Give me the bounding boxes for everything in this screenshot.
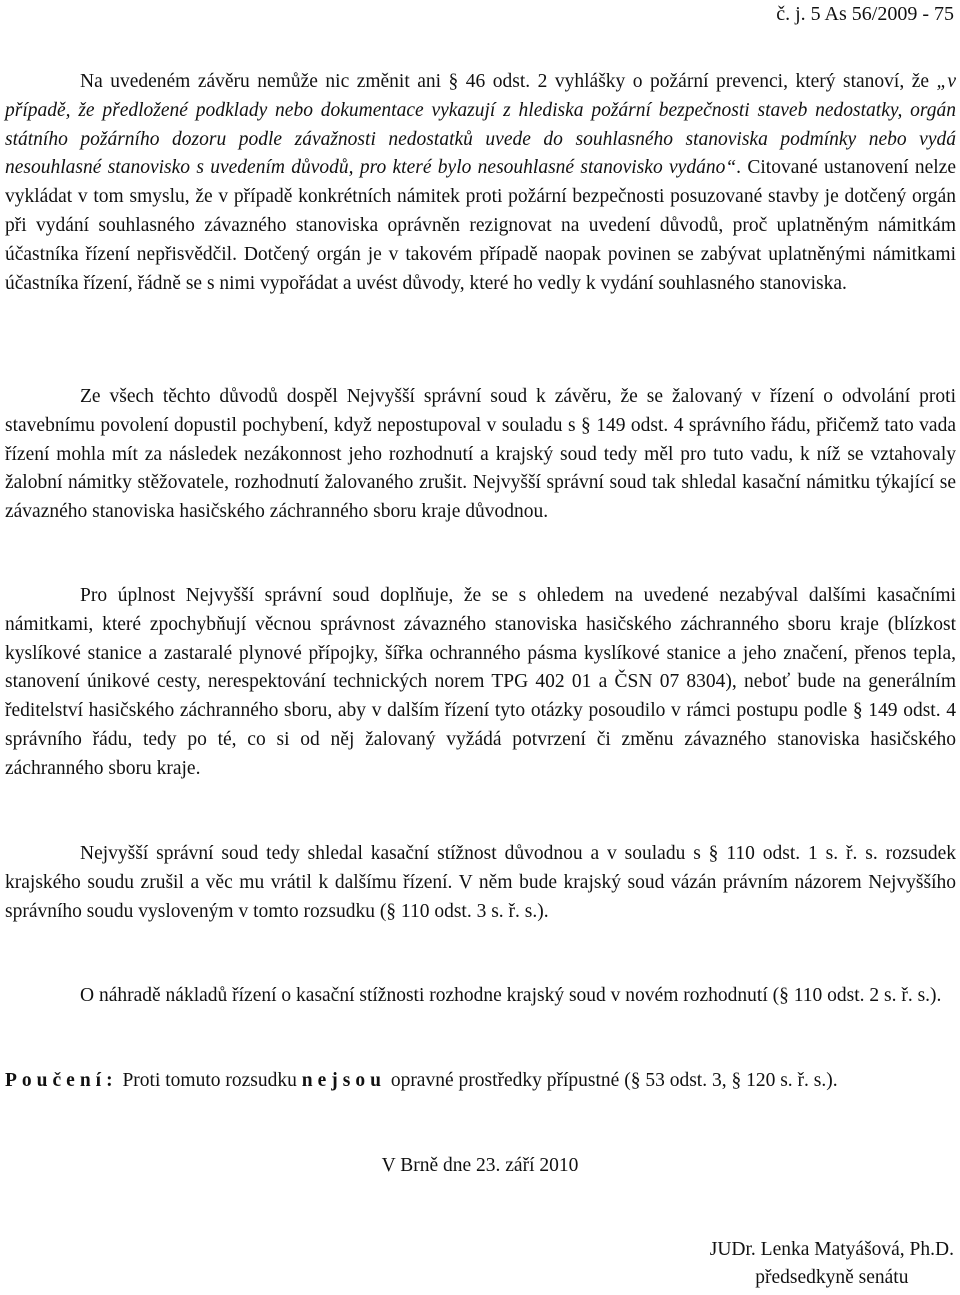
- paragraph-1: [5, 68, 956, 298]
- instruction-text-1: Proti tomuto rozsudku: [117, 1070, 302, 1091]
- instruction-paragraph: [5, 1067, 960, 1096]
- signatory-role: předsedkyně senátu: [755, 1267, 909, 1288]
- paragraph-5: O náhradě nákladů řízení o kasační stížnosti rozhodne krajský soud v novém rozhodnutí (§ 110 odst. 2 s. ř. s.).: [80, 985, 942, 1006]
- date-line: V Brně dne 23. září 2010: [381, 1155, 579, 1176]
- paragraph-2: Ze všech těchto důvodů dospěl Nejvyšší správní soud k závěru, že se žalovaný v řízení o odvolání proti stavebnímu povolení dopustil pochybení, když nepostupoval v souladu s § 149 odst. 4 správního řádu, přičemž tato vada řízení mohla mít za následek nezákonnost jeho rozhodnutí a krajský soud tedy měl pro tuto vadu, k níž se vztahovaly žalobní námitky stěžovatele, rozhodnutí žalovaného zrušit. Nejvyšší správní soud tak shledal kasační námitku týkající se závazného stanoviska hasičského záchranného sboru kraje důvodnou.: [5, 386, 956, 523]
- instruction-label: Poučení:: [5, 1070, 118, 1091]
- paragraph-3: Pro úplnost Nejvyšší správní soud doplňuje, že se s ohledem na uvedené nezabýval dalšími kasačními námitkami, které zpochybňují věcnou správnost závazného stanoviska hasičského záchranného sboru kraje (blízkost kyslíkové stanice a zastaralé plynové přípojky, šířka ochranného pásma kyslíkové stanice a jeho značení, přenos tepla, stanovení únikové cesty, nerespektování technických norem TPG 402 01 a ČSN 07 8304), neboť bude na generálním ředitelství hasičského záchranného sboru, aby v dalším řízení tyto otázky posoudilo v rámci postupu podle § 149 odst. 4 správního řádu, tedy po té, co si od něj žalovaný vyžádá potvrzení či změnu závazného stanoviska hasičského záchranného sboru kraje.: [5, 585, 956, 779]
- paragraph-1-rest: . Citované ustanovení nelze vykládat v tom smyslu, že v případě konkrétních námitek proti požární bezpečnosti posuzované stavby je dotčený orgán při vydání souhlasného závazného stanoviska oprávněn rezignovat na uvedení důvodů, proč uplatněným námitkám účastníka řízení nepřisvědčil. Dotčený orgán je v takovém případě naopak povinen se zabývat uplatněnými námitkami účastníka řízení, řádně se s nimi vypořádat a uvést důvody, které ho vedly k vydání souhlasného stanoviska.: [5, 157, 956, 294]
- paragraph-4: Nejvyšší správní soud tedy shledal kasační stížnost důvodnou a v souladu s § 110 odst. 1 s. ř. s. rozsudek krajského soudu zrušil a věc mu vrátil k dalšímu řízení. V něm bude krajský soud vázán právním názorem Nejvyššího správního soudu vysloveným v tomto rozsudku (§ 110 odst. 3 s. ř. s.).: [5, 843, 956, 922]
- signatory-name: JUDr. Lenka Matyášová, Ph.D.: [709, 1239, 954, 1260]
- paragraph-1-lead: Na uvedeném závěru nemůže nic změnit ani § 46 odst. 2 vyhlášky o požární prevenci, který stanoví, že: [80, 71, 937, 92]
- instruction-emphasis: nejsou: [301, 1070, 386, 1091]
- case-reference: č. j. 5 As 56/2009 - 75: [776, 3, 954, 25]
- instruction-text-2: opravné prostředky přípustné (§ 53 odst. 3, § 120 s. ř. s.).: [385, 1070, 838, 1091]
- paragraph-1-quote: „v případě, že předložené podklady nebo dokumentace vykazují z hlediska požární bezpečnosti staveb nedostatky, orgán státního požárního dozoru podle závažnosti nedostatků uvede do souhlasného stanoviska podmínky nebo vydá nesouhlasné stanovisko s uvedením důvodů, pro které bylo nesouhlasné stanovisko vydáno“: [5, 71, 956, 179]
- signature-block: [710, 1236, 954, 1292]
